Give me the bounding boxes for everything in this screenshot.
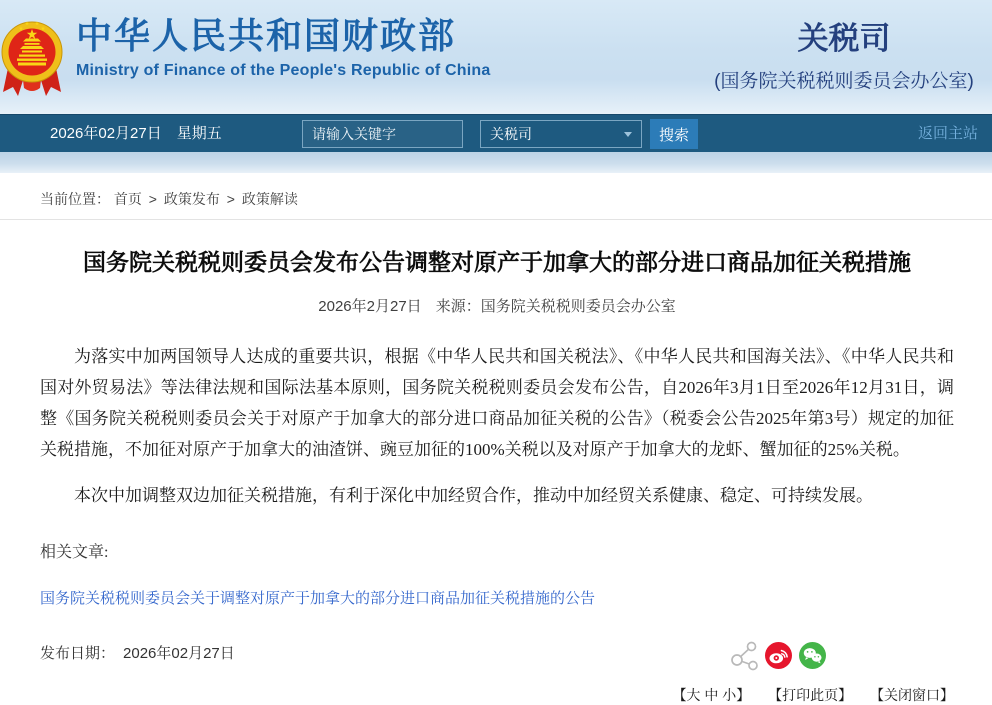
article-paragraph: 本次中加调整双边加征关税措施，有利于深化中加经贸合作，推动中加经贸关系健康、稳定、可持续发展。 xyxy=(74,486,873,505)
wechat-icon[interactable] xyxy=(799,642,826,669)
header-bottom-band xyxy=(0,152,992,173)
weibo-icon[interactable] xyxy=(765,642,792,669)
close-window-button[interactable]: 【关闭窗口】 xyxy=(870,687,954,703)
breadcrumb-item-policy-release[interactable]: 政策发布 xyxy=(163,191,220,207)
search-input[interactable] xyxy=(302,120,463,148)
current-date: 2026年02月27日 星期五 xyxy=(50,125,222,142)
department-subtitle: (国务院关税税则委员会办公室) xyxy=(714,71,974,92)
publish-date-line xyxy=(40,645,235,662)
search-scope-select[interactable] xyxy=(480,120,642,148)
top-navbar xyxy=(0,114,992,152)
page-tools xyxy=(40,685,954,705)
publish-row xyxy=(40,639,954,673)
breadcrumb-item-home[interactable]: 首页 xyxy=(113,191,142,207)
related-article-link[interactable]: 国务院关税税则委员会关于调整对原产于加拿大的部分进口商品加征关税措施的公告 xyxy=(40,590,596,607)
search-scope-value: 关税司 xyxy=(490,126,532,142)
article-meta xyxy=(40,295,954,316)
breadcrumb xyxy=(0,173,992,219)
ministry-branding xyxy=(76,16,490,80)
share-buttons xyxy=(730,639,833,671)
main-content xyxy=(0,173,992,705)
breadcrumb-item-policy-interpretation[interactable]: 政策解读 xyxy=(241,191,298,207)
font-size-buttons[interactable]: 【大 中 小】 xyxy=(672,687,751,703)
article-source-label: 来源： xyxy=(435,298,481,315)
article-paragraph: 为落实中加两国领导人达成的重要共识，根据《中华人民共和国关税法》、《中华人民共和国海关法》、《中华人民共和国对外贸易法》等法律法规和国际法基本原则，国务院关税税则委员会发布公告，自2026年3月1日至2026年12月31日，调整《国务院关税税则委员会关于对原产于加拿大的部分进口商品加征关税的公告》（税委会公告2025年第3号）规定的加征关税措施，不加征对原产于加拿大的油渣饼、豌豆加征的100%关税以及对原产于加拿大的龙虾、蟹加征的25%关税。 xyxy=(40,347,954,459)
chevron-down-icon xyxy=(624,132,632,137)
search-button[interactable]: 搜索 xyxy=(650,119,698,149)
print-page-button[interactable]: 【打印此页】 xyxy=(768,687,853,703)
breadcrumb-separator: > xyxy=(148,191,157,207)
share-icon[interactable] xyxy=(730,639,758,671)
article-title: 国务院关税税则委员会发布公告调整对原产于加拿大的部分进口商品加征关税措施 xyxy=(83,249,911,275)
breadcrumb-separator: > xyxy=(226,191,235,207)
department-title: 关税司 xyxy=(797,21,891,56)
related-articles-label: 相关文章: xyxy=(40,544,109,561)
breadcrumb-label: 当前位置： xyxy=(40,191,110,207)
article xyxy=(0,246,992,705)
article-source: 国务院关税税则委员会办公室 xyxy=(480,298,676,315)
publish-date-value: 2026年02月27日 xyxy=(123,645,235,662)
department-branding xyxy=(698,20,990,93)
return-home-link[interactable]: 返回主站 xyxy=(917,125,978,142)
article-date: 2026年2月27日 xyxy=(318,298,422,315)
ministry-name-en: Ministry of Finance of the People's Republic of China xyxy=(76,62,491,79)
breadcrumb-divider xyxy=(0,219,992,220)
publish-date-label: 发布日期： xyxy=(40,645,116,662)
site-header xyxy=(0,0,992,114)
national-emblem-icon xyxy=(0,7,64,103)
ministry-name-cn: 中华人民共和国财政部 xyxy=(76,15,457,56)
